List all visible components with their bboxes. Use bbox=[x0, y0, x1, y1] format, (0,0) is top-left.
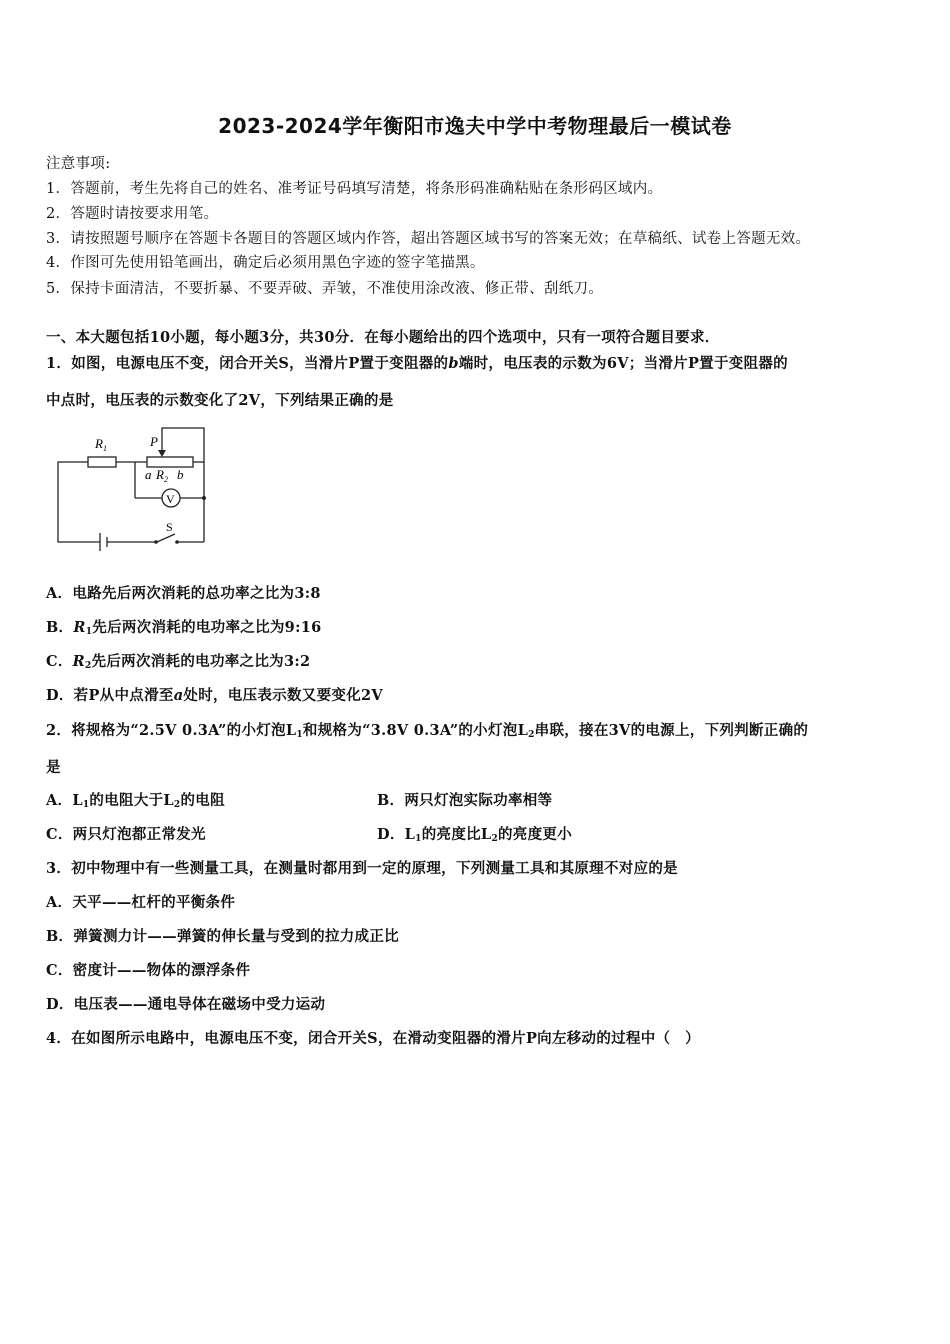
r2-label: $R_2$ bbox=[156, 467, 168, 484]
question-1-stem-cont: 中点时，电压表的示数变化了2V，下列结果正确的是 bbox=[46, 392, 394, 409]
question-2-option-d: D．$L_1$的亮度比$L_2$的亮度更小 bbox=[377, 826, 572, 844]
switch-label: S bbox=[166, 520, 173, 534]
question-4-stem: 4．在如图所示电路中，电源电压不变，闭合开关S，在滑动变阻器的滑片P向左移动的过程中（ ） bbox=[46, 1030, 700, 1047]
notice-item: 2．答题时请按要求用笔。 bbox=[46, 206, 219, 222]
question-3-option-c: C．密度计——物体的漂浮条件 bbox=[46, 962, 251, 979]
question-3-option-b: B．弹簧测力计——弹簧的伸长量与受到的拉力成正比 bbox=[46, 928, 399, 945]
question-2-option-b: B．两只灯泡实际功率相等 bbox=[377, 792, 553, 809]
notice-item: 1．答题前，考生先将自己的姓名、准考证号码填写清楚，将条形码准确粘贴在条形码区域内。 bbox=[46, 181, 663, 197]
question-1-option-a: A．电路先后两次消耗的总功率之比为3:8 bbox=[46, 585, 321, 602]
question-1-stem: 1．如图，电源电压不变，闭合开关S，当滑片P置于变阻器的b端时，电压表的示数为6V；当滑片P置于变阻器的 bbox=[46, 355, 788, 372]
r1-label: $R_1$ bbox=[95, 436, 107, 453]
question-1-option-c: C．$R_2$先后两次消耗的电功率之比为3:2 bbox=[46, 653, 311, 671]
question-2-option-a: A．$L_1$的电阻大于$L_2$的电阻 bbox=[46, 792, 225, 810]
question-2-stem-cont: 是 bbox=[46, 759, 61, 776]
notice-item: 4．作图可先使用铅笔画出，确定后必须用黑色字迹的签字笔描黑。 bbox=[46, 255, 485, 271]
question-2-stem: 2．将规格为“2.5V 0.3A”的小灯泡$L_1$和规格为“3.8V 0.3A”的小灯泡$L_2$串联，接在3V的电源上，下列判断正确的 bbox=[46, 722, 809, 740]
voltmeter-label: V bbox=[166, 492, 175, 506]
question-3-option-d: D．电压表——通电导体在磁场中受力运动 bbox=[46, 996, 326, 1013]
section-heading: 一、本大题包括10小题，每小题3分，共30分．在每小题给出的四个选项中，只有一项符合题目要求． bbox=[46, 329, 720, 346]
question-1-option-d: D．若P从中点滑至a处时，电压表示数又要变化2V bbox=[46, 687, 383, 704]
question-1-option-b: B．$R_1$先后两次消耗的电功率之比为9:16 bbox=[46, 619, 322, 637]
exam-title: 2023-2024学年衡阳市逸夫中学中考物理最后一模试卷 bbox=[218, 114, 732, 138]
question-3-option-a: A．天平——杠杆的平衡条件 bbox=[46, 894, 236, 911]
terminal-a-label: a bbox=[145, 467, 152, 482]
question-2-option-c: C．两只灯泡都正常发光 bbox=[46, 826, 206, 843]
notice-heading: 注意事项: bbox=[46, 156, 111, 172]
notice-item: 5．保持卡面清洁，不要折暴、不要弄破、弄皱，不准使用涂改液、修正带、刮纸刀。 bbox=[46, 281, 604, 297]
notice-item: 3．请按照题号顺序在答题卡各题目的答题区域内作答，超出答题区域书写的答案无效；在草稿纸、试卷上答题无效。 bbox=[46, 231, 811, 247]
slider-p-label: P bbox=[150, 434, 158, 449]
terminal-b-label: b bbox=[177, 467, 184, 482]
question-1-circuit-diagram bbox=[50, 420, 220, 560]
question-3-stem: 3．初中物理中有一些测量工具，在测量时都用到一定的原理，下列测量工具和其原理不对应的是 bbox=[46, 860, 678, 877]
